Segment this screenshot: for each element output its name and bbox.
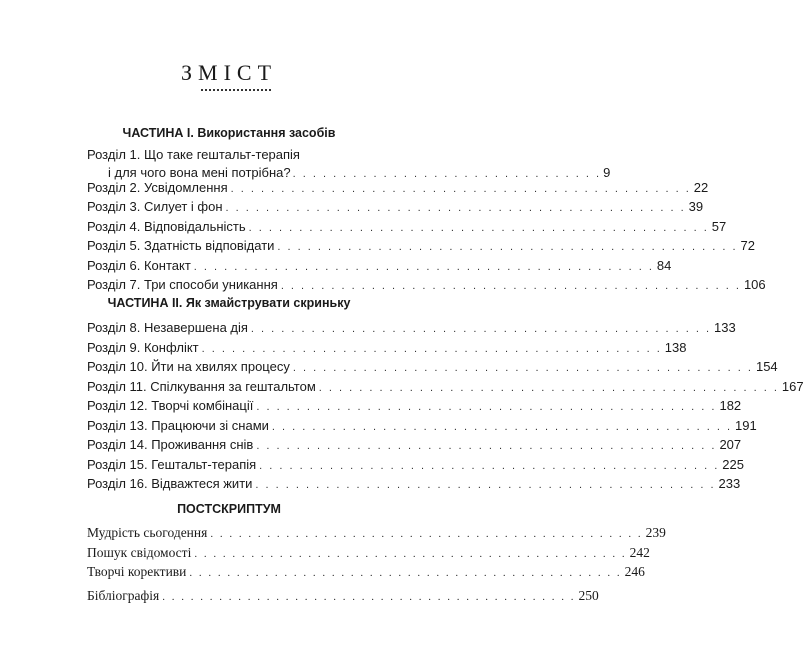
toc-leader-dots: . . . . . . . . . . . . . . . . . . . . . . . . . . . . . . . . . . . . . . . . . . . . . .	[280, 280, 741, 292]
toc-entry-label: Мудрість сьогодення	[87, 525, 208, 540]
toc-leader-dots: . . . . . . . . . . . . . . . . . . . . . . . . . . . . . . . . . . . . . . . . . . . . . .	[248, 221, 709, 234]
toc-entry-page: 207	[719, 437, 742, 452]
toc-entry-label: Творчі корективи	[87, 564, 187, 579]
toc-entry-page: 225	[722, 456, 744, 472]
toc-entry-label: Пошук свідомості	[87, 544, 192, 560]
toc-leader-dots: . . . . . . . . . . . . . . . . . . . . . . . . . . . . . . . . . . . . . . . . . . . . . .	[292, 362, 753, 374]
toc-entry-page: 138	[664, 339, 687, 355]
toc-entry	[87, 564, 645, 580]
toc-entry	[87, 525, 666, 541]
toc-entry-page: 72	[740, 238, 756, 254]
toc-entry-label: Розділ 8. Незавершена дія	[87, 320, 248, 335]
toc-entry-page: 106	[743, 277, 766, 292]
toc-leader-dots: . . . . . . . . . . . . . . . . . . . . . . . . . . . . . . . . . . . . . . . . . . . . . .	[318, 381, 779, 394]
toc-leader-dots: . . . . . . . . . . . . . . . . . . . . . . . . . . . . . . . . . . . . . . . . . . . . . .	[189, 567, 622, 579]
toc-entry-label: Розділ 4. Відповідальність	[87, 218, 246, 234]
toc-entry	[87, 544, 650, 561]
toc-leader-dots: . . . . . . . . . . . . . . . . . . . . . . . . . . . . . . . . . . . . . . . . . . . . . .	[194, 547, 627, 560]
toc-entry-page: 39	[688, 199, 704, 215]
toc-leader-dots: . . . . . . . . . . . . . . . . . . . . . . . . . . . . . . . . . . . . . . . . . . . . . .	[210, 528, 643, 540]
toc-entry	[87, 199, 704, 215]
toc-leader-dots: . . . . . . . . . . . . . . . . . . . . . . . . . . . . . . . . . . . . . . . . . . . . . .	[201, 342, 662, 355]
toc-entry	[87, 417, 757, 434]
toc-leader-dots: . . . . . . . . . . . . . . . . . . . . . . . . . . . . . . .	[292, 168, 602, 180]
toc-entry-page: 239	[645, 525, 666, 540]
toc-entry-label: Розділ 15. Гештальт-терапія	[87, 456, 257, 472]
toc-entry-page: 167	[781, 378, 804, 394]
toc-leader-dots: . . . . . . . . . . . . . . . . . . . . . . . . . . . . . . . . . . . . . . . . . . . . . .	[225, 202, 686, 215]
toc-entry-label: Розділ 11. Спілкування за гештальтом	[87, 378, 316, 394]
toc-entry-page: 250	[578, 588, 599, 603]
toc-leader-dots: . . . . . . . . . . . . . . . . . . . . . . . . . . . . . . . . . . . . . . . . . . . . . .	[277, 241, 738, 254]
toc-entry	[87, 398, 742, 414]
toc-entry-label: Розділ 9. Конфлікт	[87, 339, 199, 355]
part-2-heading: ЧАСТИНА ІІ. Як змайструвати скриньку	[107, 296, 351, 310]
toc-entry-page: 233	[718, 476, 741, 491]
toc-leader-dots: . . . . . . . . . . . . . . . . . . . . . . . . . . . . . . . . . . . . . . . . . . . .	[162, 591, 576, 603]
toc-leader-dots: . . . . . . . . . . . . . . . . . . . . . . . . . . . . . . . . . . . . . . . . . . . . . .	[230, 183, 691, 195]
toc-entry-label: Розділ 16. Відважтеся жити	[87, 476, 253, 491]
toc-entry-label: Розділ 12. Творчі комбінації	[87, 398, 254, 413]
toc-entry-chapter-1	[108, 165, 611, 180]
toc-entry	[87, 378, 804, 395]
toc-entry-chapter-1-line-1: Розділ 1. Що таке гештальт-терапія	[87, 147, 300, 162]
toc-entry	[87, 456, 744, 473]
toc-leader-dots: . . . . . . . . . . . . . . . . . . . . . . . . . . . . . . . . . . . . . . . . . . . . . .	[255, 479, 716, 491]
toc-entry-page: 84	[656, 257, 672, 273]
toc-leader-dots: . . . . . . . . . . . . . . . . . . . . . . . . . . . . . . . . . . . . . . . . . . . . . .	[256, 440, 717, 452]
toc-entry-label: Розділ 14. Проживання снів	[87, 437, 254, 452]
toc-entry	[87, 476, 741, 492]
title-underline-dots	[201, 89, 271, 91]
toc-entry	[87, 359, 778, 375]
toc-entry-page: 22	[693, 180, 709, 195]
toc-entry-page: 133	[714, 320, 736, 335]
toc-entry-label: Розділ 6. Контакт	[87, 257, 191, 273]
toc-leader-dots: . . . . . . . . . . . . . . . . . . . . . . . . . . . . . . . . . . . . . . . . . . . . . .	[193, 260, 654, 273]
toc-entry-page: 182	[719, 398, 742, 413]
toc-entry-label: і для чого вона мені потрібна?	[108, 165, 291, 180]
toc-entry-label: Розділ 10. Йти на хвилях процесу	[87, 359, 290, 374]
toc-leader-dots: . . . . . . . . . . . . . . . . . . . . . . . . . . . . . . . . . . . . . . . . . . . . . .	[259, 459, 720, 472]
toc-entry	[87, 180, 709, 196]
toc-entry	[87, 277, 766, 293]
toc-entry	[87, 218, 727, 235]
toc-entry	[87, 437, 742, 453]
toc-entry-page: 242	[629, 544, 650, 560]
toc-entry-page: 9	[603, 165, 611, 180]
toc-leader-dots: . . . . . . . . . . . . . . . . . . . . . . . . . . . . . . . . . . . . . . . . . . . . . .	[256, 401, 717, 413]
toc-entry	[87, 339, 687, 356]
part-1-heading: ЧАСТИНА І. Використання засобів	[122, 126, 336, 140]
toc-entry-label: Розділ 5. Здатність відповідати	[87, 238, 275, 254]
toc-entry	[87, 238, 756, 254]
toc-entry-label: Розділ 2. Усвідомлення	[87, 180, 228, 195]
toc-entry-label: Розділ 3. Силует і фон	[87, 199, 223, 215]
toc-entry-label: Розділ 13. Працюючи зі снами	[87, 417, 269, 433]
toc-entry-page: 246	[624, 564, 645, 579]
toc-entry	[87, 320, 736, 336]
toc-leader-dots: . . . . . . . . . . . . . . . . . . . . . . . . . . . . . . . . . . . . . . . . . . . . . .	[271, 420, 733, 433]
toc-entry-page: 191	[735, 417, 757, 433]
postscript-heading: ПОСТСКРИПТУМ	[177, 502, 281, 516]
toc-entry-bibliography	[87, 588, 599, 604]
toc-entry	[87, 257, 672, 274]
toc-entry-page: 57	[711, 218, 727, 234]
toc-entry-page: 154	[755, 359, 778, 374]
toc-leader-dots: . . . . . . . . . . . . . . . . . . . . . . . . . . . . . . . . . . . . . . . . . . . . . .	[250, 323, 712, 335]
toc-entry-label: Розділ 7. Три способи уникання	[87, 277, 278, 292]
toc-entry-label: Бібліографія	[87, 588, 160, 603]
page-title: ЗМІСТ	[180, 60, 278, 85]
